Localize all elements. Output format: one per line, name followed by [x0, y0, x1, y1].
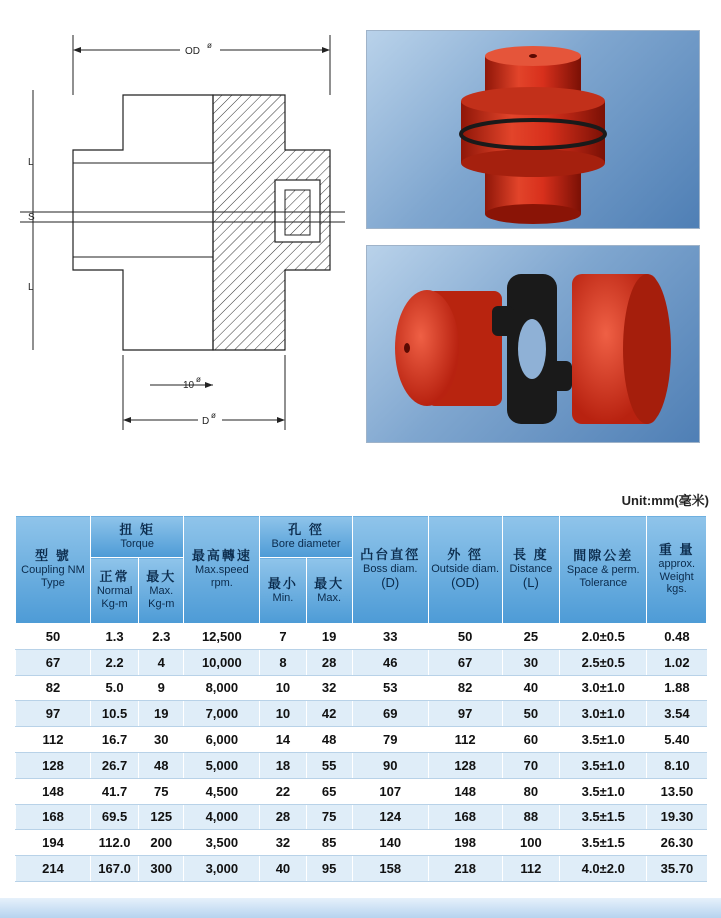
table-cell: 13.50	[647, 778, 707, 804]
table-row	[16, 624, 707, 650]
table-cell: 112	[428, 727, 502, 753]
table-cell: 75	[139, 778, 184, 804]
table-cell: 14	[260, 727, 306, 753]
table-cell: 8.10	[647, 752, 707, 778]
table-cell: 3.5±1.5	[560, 804, 647, 830]
table-cell: 26.30	[647, 830, 707, 856]
table-cell: 4.0±2.0	[560, 856, 647, 882]
table-cell: 4,000	[184, 804, 260, 830]
table-cell: 19	[139, 701, 184, 727]
table-cell: 40	[502, 675, 559, 701]
table-cell: 3.0±1.0	[560, 675, 647, 701]
table-cell: 3.5±1.5	[560, 830, 647, 856]
table-cell: 9	[139, 675, 184, 701]
table-cell: 140	[352, 830, 428, 856]
table-row	[16, 727, 707, 753]
table-cell: 1.02	[647, 649, 707, 675]
table-cell: 128	[16, 752, 91, 778]
table-cell: 7	[260, 624, 306, 650]
col-torque-max: 最大 Max. Kg-m	[139, 558, 184, 624]
table-cell: 148	[16, 778, 91, 804]
table-cell: 3.54	[647, 701, 707, 727]
col-space: 間隙公差 Space & perm. Tolerance	[560, 516, 647, 624]
table-cell: 19.30	[647, 804, 707, 830]
table-cell: 28	[260, 804, 306, 830]
table-cell: 12,500	[184, 624, 260, 650]
table-cell: 42	[306, 701, 352, 727]
table-cell: 48	[306, 727, 352, 753]
table-cell: 4,500	[184, 778, 260, 804]
table-row	[16, 701, 707, 727]
table-cell: 35.70	[647, 856, 707, 882]
col-speed: 最高轉速 Max.speed rpm.	[184, 516, 260, 624]
table-cell: 50	[502, 701, 559, 727]
table-cell: 148	[428, 778, 502, 804]
table-cell: 16.7	[90, 727, 138, 753]
table-row	[16, 856, 707, 882]
table-cell: 32	[306, 675, 352, 701]
table-cell: 5.0	[90, 675, 138, 701]
table-cell: 1.88	[647, 675, 707, 701]
table-cell: 107	[352, 778, 428, 804]
table-cell: 2.0±0.5	[560, 624, 647, 650]
col-bore-max: 最大 Max.	[306, 558, 352, 624]
table-cell: 218	[428, 856, 502, 882]
table-cell: 100	[502, 830, 559, 856]
table-cell: 79	[352, 727, 428, 753]
table-cell: 80	[502, 778, 559, 804]
table-cell: 19	[306, 624, 352, 650]
table-cell: 50	[16, 624, 91, 650]
table-cell: 55	[306, 752, 352, 778]
table-cell: 3.5±1.0	[560, 778, 647, 804]
table-cell: 3.0±1.0	[560, 701, 647, 727]
table-cell: 168	[428, 804, 502, 830]
table-cell: 88	[502, 804, 559, 830]
technical-drawing	[0, 0, 360, 440]
table-cell: 2.3	[139, 624, 184, 650]
col-bore: 孔 徑 Bore diameter	[260, 516, 352, 558]
inner-dia-label: 10	[183, 380, 195, 391]
table-cell: 112	[502, 856, 559, 882]
col-torque-normal: 正常 Normal Kg-m	[90, 558, 138, 624]
col-weight: 重 量 approx. Weight kgs.	[647, 516, 707, 624]
table-cell: 112.0	[90, 830, 138, 856]
table-row	[16, 675, 707, 701]
unit-label: Unit:mm(毫米)	[621, 493, 709, 508]
inner-phi: ø	[196, 375, 201, 384]
coupling-assembled-photo	[366, 30, 700, 229]
table-cell: 85	[306, 830, 352, 856]
col-od: 外 徑 Outside diam. (OD)	[428, 516, 502, 624]
table-cell: 40	[260, 856, 306, 882]
table-cell: 69	[352, 701, 428, 727]
spec-table	[15, 515, 707, 882]
table-cell: 41.7	[90, 778, 138, 804]
table-cell: 124	[352, 804, 428, 830]
table-cell: 22	[260, 778, 306, 804]
table-cell: 214	[16, 856, 91, 882]
table-cell: 50	[428, 624, 502, 650]
od-phi: ø	[207, 41, 212, 50]
table-cell: 3.5±1.0	[560, 752, 647, 778]
table-cell: 8,000	[184, 675, 260, 701]
s-label: S	[28, 212, 35, 223]
table-cell: 30	[502, 649, 559, 675]
table-cell: 97	[16, 701, 91, 727]
table-cell: 10	[260, 675, 306, 701]
table-cell: 7,000	[184, 701, 260, 727]
table-cell: 10.5	[90, 701, 138, 727]
table-cell: 194	[16, 830, 91, 856]
table-cell: 3.5±1.0	[560, 727, 647, 753]
table-cell: 2.5±0.5	[560, 649, 647, 675]
table-cell: 198	[428, 830, 502, 856]
col-torque: 扭 矩 Torque	[90, 516, 183, 558]
table-cell: 6,000	[184, 727, 260, 753]
table-cell: 8	[260, 649, 306, 675]
spec-table-body	[16, 624, 707, 882]
table-row	[16, 752, 707, 778]
table-cell: 158	[352, 856, 428, 882]
l-top-label: L	[28, 157, 34, 168]
table-cell: 0.48	[647, 624, 707, 650]
coupling-exploded-photo	[366, 245, 700, 443]
table-cell: 4	[139, 649, 184, 675]
table-cell: 125	[139, 804, 184, 830]
table-cell: 53	[352, 675, 428, 701]
table-cell: 10	[260, 701, 306, 727]
table-cell: 112	[16, 727, 91, 753]
l-bottom-label: L	[28, 282, 34, 293]
table-cell: 82	[16, 675, 91, 701]
table-cell: 46	[352, 649, 428, 675]
table-cell: 97	[428, 701, 502, 727]
table-cell: 18	[260, 752, 306, 778]
table-cell: 48	[139, 752, 184, 778]
table-cell: 28	[306, 649, 352, 675]
table-cell: 70	[502, 752, 559, 778]
table-cell: 10,000	[184, 649, 260, 675]
table-row	[16, 830, 707, 856]
table-cell: 67	[16, 649, 91, 675]
col-length: 長 度 Distance (L)	[502, 516, 559, 624]
table-cell: 3,500	[184, 830, 260, 856]
col-bore-min: 最小 Min.	[260, 558, 306, 624]
d-phi: ø	[211, 411, 216, 420]
table-cell: 25	[502, 624, 559, 650]
table-cell: 30	[139, 727, 184, 753]
table-cell: 300	[139, 856, 184, 882]
table-cell: 5.40	[647, 727, 707, 753]
table-cell: 2.2	[90, 649, 138, 675]
table-cell: 82	[428, 675, 502, 701]
table-row	[16, 804, 707, 830]
table-cell: 69.5	[90, 804, 138, 830]
table-cell: 167.0	[90, 856, 138, 882]
table-cell: 5,000	[184, 752, 260, 778]
table-cell: 200	[139, 830, 184, 856]
table-cell: 33	[352, 624, 428, 650]
d-label: D	[202, 416, 210, 427]
table-cell: 90	[352, 752, 428, 778]
table-cell: 128	[428, 752, 502, 778]
col-type: 型 號 Coupling NM Type	[16, 516, 91, 624]
od-label: OD	[185, 46, 200, 57]
table-cell: 3,000	[184, 856, 260, 882]
table-cell: 60	[502, 727, 559, 753]
table-cell: 32	[260, 830, 306, 856]
table-cell: 67	[428, 649, 502, 675]
col-boss: 凸台直徑 Boss diam. (D)	[352, 516, 428, 624]
table-cell: 75	[306, 804, 352, 830]
table-cell: 95	[306, 856, 352, 882]
table-cell: 65	[306, 778, 352, 804]
table-cell: 168	[16, 804, 91, 830]
bottom-strip	[0, 898, 721, 918]
table-row	[16, 649, 707, 675]
table-row	[16, 778, 707, 804]
table-cell: 26.7	[90, 752, 138, 778]
table-cell: 1.3	[90, 624, 138, 650]
